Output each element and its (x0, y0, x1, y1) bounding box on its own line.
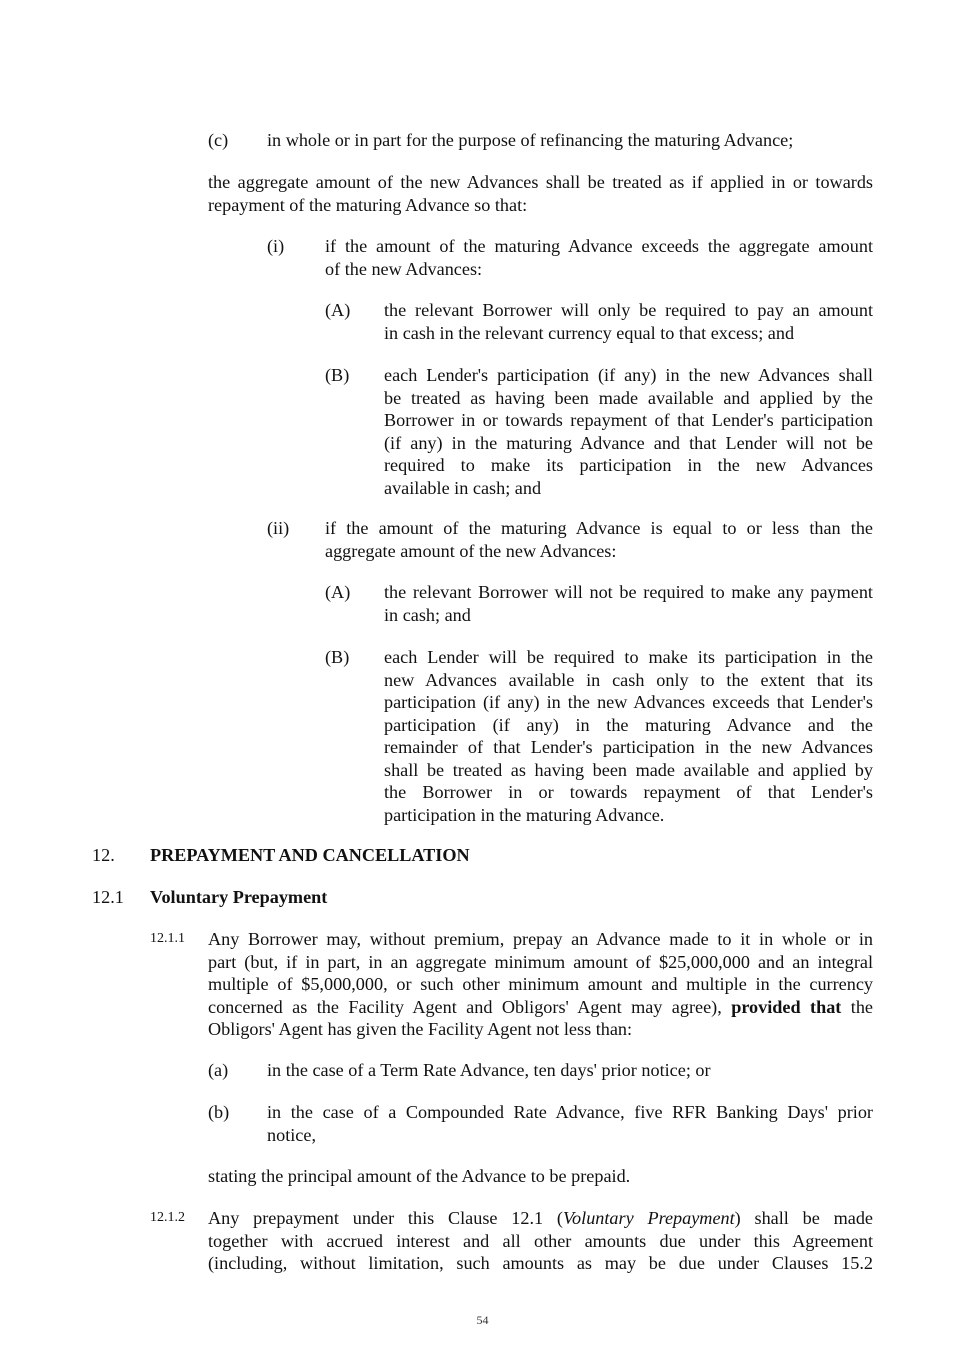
text-run: Any prepayment under this Clause 12.1 ( (208, 1208, 563, 1228)
paragraph-line: in the case of a Compounded Rate Advance, five RFR Banking Days' prior (267, 1102, 873, 1122)
paragraph-line: participation in the maturing Advance. (384, 804, 665, 825)
text-run: the (850, 996, 873, 1017)
paragraph-line (208, 996, 873, 1019)
list-label: (a) (208, 1060, 229, 1080)
paragraph-line: the relevant Borrower will not be required to make any payment (384, 582, 873, 602)
paragraph-line: part (but, if in part, in an aggregate minimum amount of $25,000,000 and an integral (208, 951, 873, 972)
list-label: (ii) (267, 518, 290, 538)
italic-text-run: Voluntary Prepayment (562, 1208, 735, 1228)
paragraph-line: in cash; and (384, 604, 471, 625)
paragraph-line: the relevant Borrower will only be required to pay an amount (384, 300, 873, 320)
list-label: (c) (208, 130, 229, 150)
clause-number: 12.1.1 (150, 931, 185, 946)
list-text (384, 646, 873, 826)
clause-text (208, 1207, 873, 1275)
list-text (384, 581, 873, 626)
paragraph-line: be treated as having been made available and applied by the (384, 387, 873, 408)
paragraph-line: remainder of that Lender's participation in the new Advances (384, 737, 873, 757)
list-text (325, 517, 873, 562)
paragraph-line: of the new Advances: (325, 258, 483, 279)
clause-title: Voluntary Prepayment (150, 887, 328, 907)
paragraph-line: together with accrued interest and all other amounts due under this Agreement (208, 1230, 873, 1251)
paragraph-line: notice, (267, 1124, 316, 1145)
list-text (384, 299, 873, 344)
paragraph-line: participation (if any) in the new Advances exceeds that Lender's (384, 692, 873, 712)
paragraph-line: the aggregate amount of the new Advances shall be treated as if applied in or towards (208, 172, 873, 192)
closing-paragraph (208, 1165, 630, 1188)
paragraph-line: Any Borrower may, without premium, prepay an Advance made to it in whole or in (208, 929, 873, 949)
text-run: concerned as the Facility Agent and Obligors' Agent may agree), (208, 996, 722, 1017)
paragraph-line: in cash in the relevant currency equal to that excess; and (384, 322, 795, 343)
section-title: PREPAYMENT AND CANCELLATION (150, 845, 470, 865)
list-text (267, 1101, 873, 1146)
paragraph-line: Borrower in or towards repayment of that Lender's participation (384, 410, 873, 430)
clause-text (208, 928, 873, 1041)
paragraph-line: if the amount of the maturing Advance exceeds the aggregate amount (325, 236, 873, 256)
page-number: 54 (476, 1313, 489, 1327)
paragraph-line: (including, without limitation, such amounts as may be due under Clauses 15.2 (208, 1253, 873, 1273)
paragraph-line: participation (if any) in the maturing Advance and the (384, 714, 873, 735)
paragraph-line (208, 1207, 873, 1230)
clause-number: 12.1 (92, 887, 124, 907)
list-text: in whole or in part for the purpose of refinancing the maturing Advance; (267, 130, 794, 150)
list-label: (i) (267, 236, 285, 256)
paragraph-line: stating the principal amount of the Advance to be prepaid. (208, 1166, 631, 1186)
list-text (325, 235, 873, 280)
paragraph-line: the Borrower in or towards repayment of that Lender's (384, 782, 873, 802)
paragraph-line: required to make its participation in the new Advances (384, 455, 873, 475)
section-number: 12. (92, 845, 115, 865)
list-text (384, 364, 873, 499)
list-label: (B) (325, 647, 350, 667)
paragraph-line: each Lender's participation (if any) in the new Advances shall (384, 365, 873, 385)
text-run: ) shall be made (734, 1208, 873, 1228)
paragraph-line: aggregate amount of the new Advances: (325, 540, 617, 561)
list-label: (B) (325, 365, 350, 385)
bold-text-run: provided that (731, 996, 842, 1017)
paragraph-line: (if any) in the maturing Advance and that Lender will not be (384, 432, 873, 453)
paragraph-line: multiple of $5,000,000, or such other minimum amount and multiple in the currency (208, 974, 873, 994)
list-label: (A) (325, 300, 351, 320)
paragraph-line: repayment of the maturing Advance so that: (208, 194, 528, 215)
aggregate-paragraph (208, 171, 873, 216)
paragraph-line: shall be treated as having been made available and applied by (384, 759, 873, 780)
list-text: in the case of a Term Rate Advance, ten days' prior notice; or (267, 1060, 711, 1080)
paragraph-line: new Advances available in cash only to the extent that its (384, 669, 873, 690)
clause-number: 12.1.2 (150, 1210, 185, 1225)
paragraph-line: if the amount of the maturing Advance is equal to or less than the (325, 518, 873, 538)
paragraph-line: available in cash; and (384, 477, 542, 498)
paragraph-line: each Lender will be required to make its participation in the (384, 647, 873, 667)
list-label: (A) (325, 582, 351, 602)
paragraph-line: Obligors' Agent has given the Facility Agent not less than: (208, 1019, 633, 1039)
list-label: (b) (208, 1102, 230, 1122)
